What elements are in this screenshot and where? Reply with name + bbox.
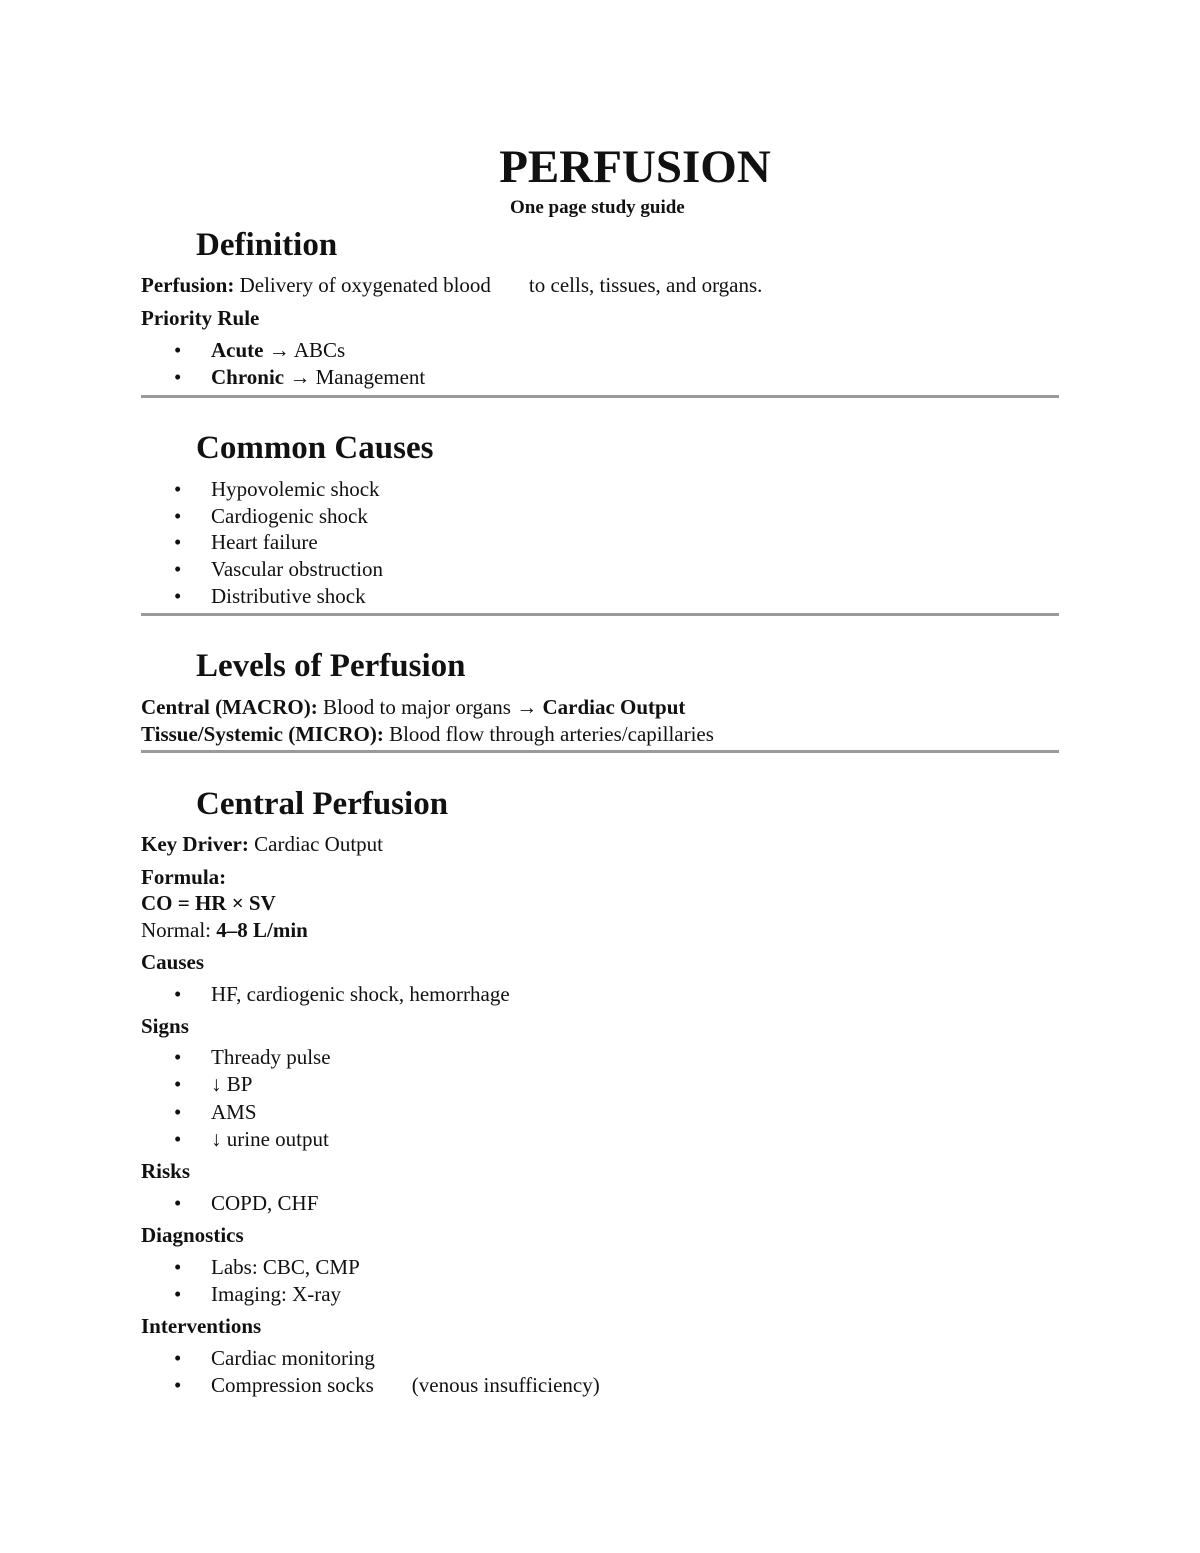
priority-rule-label: Priority Rule [141,306,260,330]
section-divider [141,395,1059,398]
levels-heading: Levels of Perfusion [196,648,466,684]
bullet: • [174,982,182,1006]
formula: CO = HR × SV [141,891,276,915]
priority-chronic-label: Chronic [211,365,285,389]
formula-label: Formula: [141,865,227,889]
bullet: • [174,557,182,581]
bullet: • [174,477,182,501]
bullet: • [174,530,182,554]
intervention-note: (venous insufficiency) [411,1373,600,1397]
cause-item: Hypovolemic shock [211,477,380,501]
arrow: → [268,338,290,362]
perfusion-definition [141,275,762,296]
definition-heading: Definition [196,227,338,263]
bullet: • [174,1282,182,1306]
sign-item: AMS [211,1100,257,1124]
list-item [174,1348,375,1369]
list-item [174,367,425,388]
risk-item: COPD, CHF [211,1191,319,1215]
cause-item: Cardiogenic shock [211,504,368,528]
tissue-level-line [141,724,714,745]
diagnostic-item: Labs: CBC, CMP [211,1255,360,1279]
normal-label: Normal: [141,918,211,942]
bullet: • [174,1373,182,1397]
priority-acute-text: ABCs [293,338,346,362]
normal-range-line [141,920,308,941]
sign-item: ↓ BP [211,1072,253,1096]
central-level-label: Central (MACRO): [141,695,318,719]
central-level-line [141,697,685,718]
central-cause-item: HF, cardiogenic shock, hemorrhage [211,982,510,1006]
cause-item: Heart failure [211,530,318,554]
central-level-bold: Cardiac Output [542,695,686,719]
section-divider [141,750,1059,753]
bullet: • [174,1346,182,1370]
list-item [174,532,318,553]
list-item [174,1375,600,1396]
bullet: • [174,365,182,389]
list-item [174,1102,257,1123]
bullet: • [174,1100,182,1124]
tissue-level-label: Tissue/Systemic (MICRO): [141,722,384,746]
diagnostics-label: Diagnostics [141,1223,244,1247]
bullet: • [174,1072,182,1096]
priority-chronic-text: Management [315,365,426,389]
risks-label: Risks [141,1159,191,1183]
arrow: → [289,365,311,389]
page-title: PERFUSION [499,141,771,193]
section-divider [141,613,1059,616]
perfusion-label: Perfusion: [141,273,235,297]
key-driver-text: Cardiac Output [254,832,384,856]
bullet: • [174,1127,182,1151]
list-item [174,559,383,580]
list-item [174,1193,318,1214]
bullet: • [174,1255,182,1279]
bullet: • [174,584,182,608]
priority-acute-label: Acute [211,338,264,362]
tissue-level-text: Blood flow through arteries/capillaries [389,722,714,746]
list-item [174,586,366,607]
interventions-label: Interventions [141,1314,262,1338]
bullet: • [174,1045,182,1069]
cause-item: Distributive shock [211,584,366,608]
sign-item: Thready pulse [211,1045,331,1069]
causes-label: Causes [141,950,205,974]
list-item [174,340,345,361]
cause-item: Vascular obstruction [211,557,384,581]
intervention-item: Cardiac monitoring [211,1346,375,1370]
list-item [174,1074,252,1095]
central-level-text: Blood to major organs → [322,695,538,719]
normal-value: 4–8 L/min [216,918,308,942]
list-item [174,984,510,1005]
list-item [174,1129,329,1150]
diagnostic-item: Imaging: X-ray [211,1282,342,1306]
key-driver-label: Key Driver: [141,832,249,856]
central-perfusion-heading: Central Perfusion [196,786,449,822]
perfusion-text-a: Delivery of oxygenated blood [239,273,491,297]
intervention-item: Compression socks [211,1373,374,1397]
list-item [174,506,368,527]
common-causes-heading: Common Causes [196,430,434,466]
bullet: • [174,338,182,362]
perfusion-text-b: to cells, tissues, and organs. [528,273,763,297]
key-driver-line [141,834,383,855]
list-item [174,1047,331,1068]
sign-item: ↓ urine output [211,1127,329,1151]
signs-label: Signs [141,1014,189,1038]
page-subtitle: One page study guide [510,197,685,218]
list-item [174,479,380,500]
bullet: • [174,1191,182,1215]
list-item [174,1257,360,1278]
bullet: • [174,504,182,528]
list-item [174,1284,341,1305]
